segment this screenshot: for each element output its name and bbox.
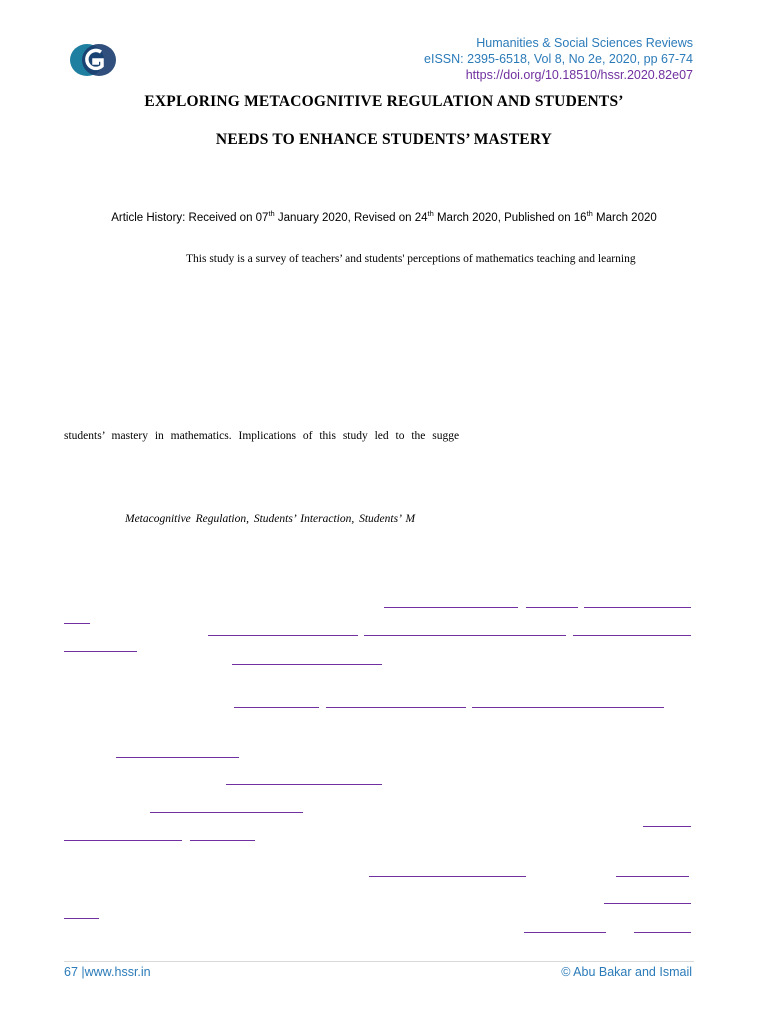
citation-link[interactable]: [64, 840, 182, 841]
footer-copyright: © Abu Bakar and Ismail: [561, 965, 692, 979]
citation-link[interactable]: [573, 635, 691, 636]
citation-link[interactable]: [64, 651, 137, 652]
citation-link[interactable]: [526, 607, 578, 608]
journal-name: Humanities & Social Sciences Reviews: [476, 36, 693, 50]
citation-link[interactable]: [190, 840, 255, 841]
paper-title-line-2: NEEDS TO ENHANCE STUDENTS’ MASTERY: [215, 131, 553, 148]
doi-link[interactable]: https://doi.org/10.18510/hssr.2020.82e07: [465, 68, 693, 82]
citation-link[interactable]: [604, 903, 691, 904]
citation-link[interactable]: [150, 812, 303, 813]
citation-link[interactable]: [64, 623, 90, 624]
journal-info: [424, 35, 693, 83]
citation-link[interactable]: [616, 876, 689, 877]
keywords: Metacognitive Regulation, Students’ Interaction, Students’ M: [125, 513, 416, 525]
issn-line: eISSN: 2395-6518, Vol 8, No 2e, 2020, pp 67-74: [424, 52, 693, 66]
citation-link[interactable]: [369, 876, 526, 877]
citation-link[interactable]: [643, 826, 691, 827]
paper-title-line-1: EXPLORING METACOGNITIVE REGULATION AND STUDENTS’: [144, 93, 624, 110]
citation-link[interactable]: [116, 757, 239, 758]
citation-link[interactable]: [634, 932, 691, 933]
citation-link[interactable]: [208, 635, 358, 636]
citation-link[interactable]: [234, 707, 319, 708]
citation-link[interactable]: [584, 607, 691, 608]
abstract-tail-line: students’ mastery in mathematics. Implications of this study led to the sugge: [64, 430, 460, 442]
footer-page-site[interactable]: 67 |www.hssr.in: [64, 965, 151, 979]
footer-divider: [64, 961, 694, 962]
citation-link[interactable]: [232, 664, 382, 665]
citation-link[interactable]: [64, 918, 99, 919]
citation-link[interactable]: [364, 635, 566, 636]
citation-link[interactable]: [326, 707, 466, 708]
citation-link[interactable]: [226, 784, 382, 785]
article-history: Article History: Received on 07th January 2020, Revised on 24th March 2020, Published on 16th March 2020: [111, 209, 657, 224]
abstract-first-line: This study is a survey of teachers’ and students' perceptions of mathematics teaching and learning: [186, 253, 636, 265]
citation-link[interactable]: [384, 607, 518, 608]
citation-link[interactable]: [472, 707, 664, 708]
citation-link[interactable]: [524, 932, 606, 933]
journal-logo-icon: [68, 40, 118, 80]
